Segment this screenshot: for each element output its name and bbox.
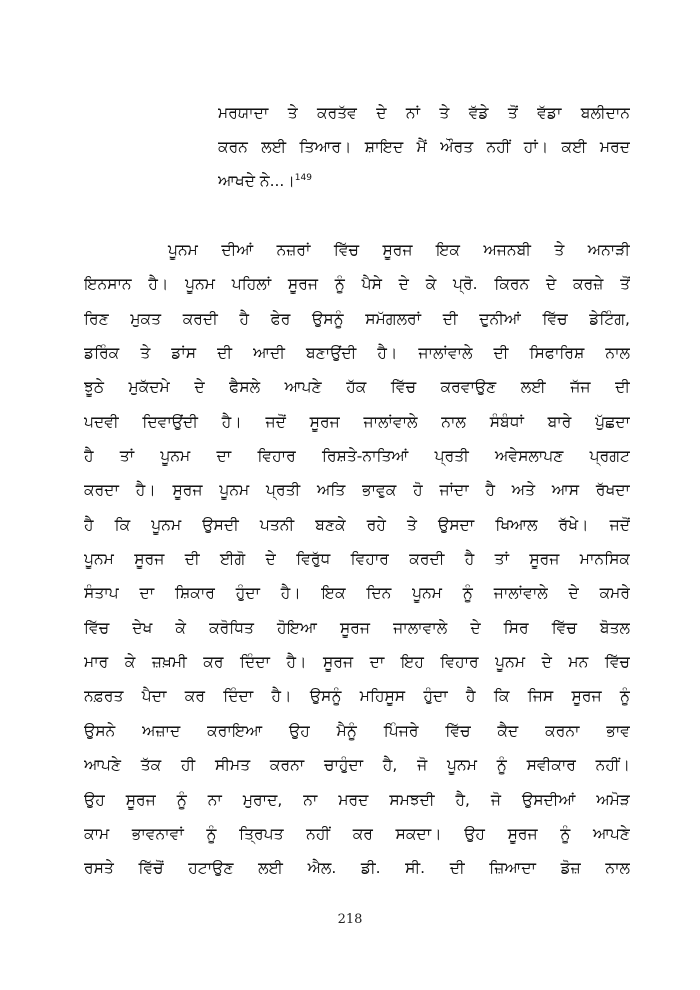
quote-line: ਮਰਯਾਦਾ ਤੇ ਕਰਤੱਵ ਦੇ ਨਾਂ ਤੇ ਵੱਡੇ ਤੋਂ ਵੱਡਾ ਬਲੀਦਾਨ bbox=[218, 104, 630, 122]
block-quote bbox=[218, 96, 630, 198]
paragraph-line: ਹੈ ਤਾਂ ਪੂਨਮ ਦਾ ਵਿਹਾਰ ਰਿਸ਼ਤੇ-ਨਾਤਿਆਂ ਪ੍ਰਤੀ ਅਵੇਸਲਾਪਣ ਪ੍ਰਗਟ bbox=[84, 447, 630, 466]
paragraph-line: ਉਸਨੇ ਅਜ਼ਾਦ ਕਰਾਇਆ ਉਹ ਮੈਨੂੰ ਪਿੰਜਰੇ ਵਿੱਚ ਕੈਦ ਕਰਨਾ ਭਾਵ bbox=[84, 721, 630, 740]
body-paragraph bbox=[84, 233, 630, 886]
paragraph-line: ਇਨਸਾਨ ਹੈ। ਪੂਨਮ ਪਹਿਲਾਂ ਸੂਰਜ ਨੂੰ ਪੈਸੇ ਦੇ ਕੇ ਪ੍ਰੋ. ਕਿਰਨ ਦੇ ਕਰਜ਼ੇ ਤੋਂ bbox=[84, 275, 630, 294]
quote-line: ਕਰਨ ਲਈ ਤਿਆਰ। ਸ਼ਾਇਦ ਮੈਂ ਔਰਤ ਨਹੀਂ ਹਾਂ। ਕਈ ਮਰਦ bbox=[218, 138, 630, 156]
paragraph-line: ਕਾਮ ਭਾਵਨਾਵਾਂ ਨੂੰ ਤ੍ਰਿਪਤ ਨਹੀਂ ਕਰ ਸਕਦਾ। ਉਹ ਸੂਰਜ ਨੂੰ ਆਪਣੇ bbox=[84, 824, 630, 843]
page-number: 218 bbox=[337, 912, 363, 927]
paragraph-line: ਸੰਤਾਪ ਦਾ ਸ਼ਿਕਾਰ ਹੁੰਦਾ ਹੈ। ਇਕ ਦਿਨ ਪੂਨਮ ਨੂੰ ਜਾਲਾਂਵਾਲੇ ਦੇ ਕਮਰੇ bbox=[84, 584, 630, 603]
paragraph-line: ਵਿੱਚ ਦੇਖ ਕੇ ਕਰੋਧਿਤ ਹੋਇਆ ਸੂਰਜ ਜਾਲਾਵਾਲੇ ਦੇ ਸਿਰ ਵਿੱਚ ਬੋਤਲ bbox=[84, 618, 630, 637]
paragraph-line: ਪੂਨਮ ਸੂਰਜ ਦੀ ਈਗੋ ਦੇ ਵਿਰੁੱਧ ਵਿਹਾਰ ਕਰਦੀ ਹੈ ਤਾਂ ਸੂਰਜ ਮਾਨਸਿਕ bbox=[84, 550, 630, 569]
paragraph-line: ਡਰਿੰਕ ਤੇ ਡਾਂਸ ਦੀ ਆਦੀ ਬਣਾਉਂਦੀ ਹੈ। ਜਾਲਾਂਵਾਲੇ ਦੀ ਸਿਫਾਰਿਸ਼ ਨਾਲ bbox=[84, 344, 630, 363]
paragraph-line: ਹੈ ਕਿ ਪੂਨਮ ਉਸਦੀ ਪਤਨੀ ਬਣਕੇ ਰਹੇ ਤੇ ਉਸਦਾ ਖਿਆਲ ਰੱਖੇ। ਜਦੋਂ bbox=[84, 515, 630, 534]
quote-line bbox=[218, 164, 630, 198]
quote-line-text: ਆਖਦੇ ਨੇ...। bbox=[218, 172, 295, 190]
paragraph-line: ਉਹ ਸੂਰਜ ਨੂੰ ਨਾ ਮੁਰਾਦ, ਨਾ ਮਰਦ ਸਮਝਦੀ ਹੈ, ਜੋ ਉਸਦੀਆਂ ਅਮੋੜ bbox=[84, 790, 630, 809]
paragraph-line: ਆਪਣੇ ਤੱਕ ਹੀ ਸੀਮਤ ਕਰਨਾ ਚਾਹੁੰਦਾ ਹੈ, ਜੋ ਪੂਨਮ ਨੂੰ ਸਵੀਕਾਰ ਨਹੀਂ। bbox=[84, 756, 630, 775]
paragraph-line: ਮਾਰ ਕੇ ਜ਼ਖ਼ਮੀ ਕਰ ਦਿੰਦਾ ਹੈ। ਸੂਰਜ ਦਾ ਇਹ ਵਿਹਾਰ ਪੂਨਮ ਦੇ ਮਨ ਵਿੱਚ bbox=[84, 653, 630, 672]
paragraph-line: ਕਰਦਾ ਹੈ। ਸੂਰਜ ਪੂਨਮ ਪ੍ਰਤੀ ਅਤਿ ਭਾਵੁਕ ਹੋ ਜਾਂਦਾ ਹੈ ਅਤੇ ਆਸ ਰੱਖਦਾ bbox=[84, 481, 630, 500]
paragraph-line: ਰਿਣ ਮੁਕਤ ਕਰਦੀ ਹੈ ਫੇਰ ਉਸਨੂੰ ਸਮੱਗਲਰਾਂ ਦੀ ਦੁਨੀਆਂ ਵਿੱਚ ਡੇਟਿੰਗ, bbox=[84, 309, 630, 328]
paragraph-line: ਰਸਤੇ ਵਿੱਚੋਂ ਹਟਾਉਣ ਲਈ ਐਲ. ਡੀ. ਸੀ. ਦੀ ਜ਼ਿਆਦਾ ਡੋਜ਼ ਨਾਲ bbox=[84, 859, 630, 878]
paragraph-line: ਝੂਠੇ ਮੁਕੱਦਮੇ ਦੇ ਫੈਸਲੇ ਆਪਣੇ ਹੱਕ ਵਿੱਚ ਕਰਵਾਉਣ ਲਈ ਜੱਜ ਦੀ bbox=[84, 378, 630, 397]
paragraph-line: ਪੂਨਮ ਦੀਆਂ ਨਜ਼ਰਾਂ ਵਿੱਚ ਸੂਰਜ ਇਕ ਅਜਨਬੀ ਤੇ ਅਨਾੜੀ bbox=[168, 241, 630, 259]
footnote-reference[interactable]: 149 bbox=[294, 172, 312, 183]
paragraph-line: ਪਦਵੀ ਦਿਵਾਉਂਦੀ ਹੈ। ਜਦੋਂ ਸੂਰਜ ਜਾਲਾਂਵਾਲੇ ਨਾਲ ਸੰਬੰਧਾਂ ਬਾਰੇ ਪੁੱਛਦਾ bbox=[84, 412, 630, 431]
paragraph-line: ਨਫ਼ਰਤ ਪੈਦਾ ਕਰ ਦਿੰਦਾ ਹੈ। ਉਸਨੂੰ ਮਹਿਸੂਸ ਹੁੰਦਾ ਹੈ ਕਿ ਜਿਸ ਸੂਰਜ ਨੂੰ bbox=[84, 687, 630, 706]
